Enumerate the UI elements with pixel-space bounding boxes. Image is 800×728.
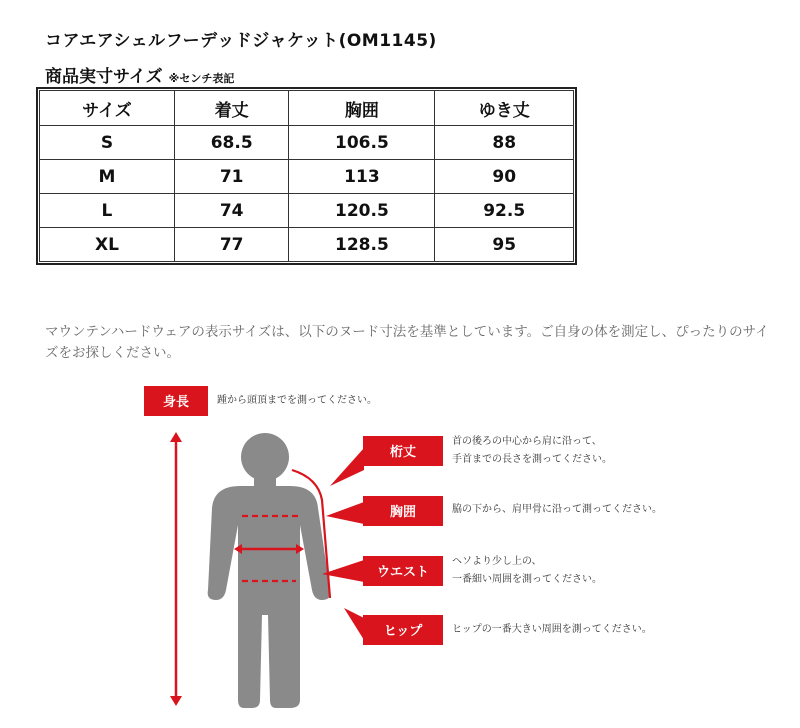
unit-note: ※センチ表記 — [168, 72, 235, 85]
cell-size: M — [40, 160, 175, 194]
hip-pointer-icon — [344, 608, 364, 640]
cell-size: L — [40, 194, 175, 228]
chest-description: 脇の下から、肩甲骨に沿って測ってください。 — [452, 504, 662, 515]
cell-length: 74 — [174, 194, 288, 228]
cell-length: 68.5 — [174, 126, 288, 160]
height-label: 身長 — [162, 395, 190, 410]
cell-sleeve: 88 — [435, 126, 574, 160]
product-title: コアエアシェルフーデッドジャケット(OM1145) — [45, 31, 437, 51]
hip-label: ヒップ — [383, 624, 423, 639]
sleeve-pointer-icon — [330, 448, 364, 486]
waist-description-line2: 一番細い周囲を測ってください。 — [452, 574, 602, 585]
header-size: サイズ — [40, 91, 175, 126]
cell-sleeve: 90 — [435, 160, 574, 194]
cell-chest: 106.5 — [289, 126, 435, 160]
waist-description-line1: ヘソより少し上の、 — [452, 556, 542, 567]
cell-chest: 120.5 — [289, 194, 435, 228]
chest-label: 胸囲 — [389, 505, 417, 520]
section-title-text: 商品実寸サイズ — [45, 67, 163, 87]
height-arrow-icon — [170, 432, 182, 706]
sleeve-label: 桁丈 — [389, 445, 417, 460]
header-chest: 胸囲 — [289, 91, 435, 126]
body-silhouette-icon — [208, 433, 331, 708]
header-sleeve: ゆき丈 — [435, 91, 574, 126]
cell-sleeve: 92.5 — [435, 194, 574, 228]
chest-pointer-icon — [326, 502, 364, 524]
height-description: 踵から頭頂までを測ってください。 — [217, 395, 377, 406]
cell-size: S — [40, 126, 175, 160]
cell-size: XL — [40, 228, 175, 262]
cell-chest: 113 — [289, 160, 435, 194]
cell-sleeve: 95 — [435, 228, 574, 262]
intro-text: マウンテンハードウェアの表示サイズは、以下のヌード寸法を基準としています。ご自身の体を測定し、ぴったりのサイズをお探しください。 — [45, 324, 769, 361]
cell-chest: 128.5 — [289, 228, 435, 262]
cell-length: 71 — [174, 160, 288, 194]
waist-label: ウエスト — [376, 565, 430, 580]
hip-description: ヒップの一番大きい周囲を測ってください。 — [452, 624, 652, 635]
header-length: 着丈 — [174, 91, 288, 126]
cell-length: 77 — [174, 228, 288, 262]
sleeve-description-line2: 手首までの長さを測ってください。 — [452, 454, 612, 465]
sleeve-description-line1: 首の後ろの中心から肩に沿って、 — [452, 436, 602, 447]
